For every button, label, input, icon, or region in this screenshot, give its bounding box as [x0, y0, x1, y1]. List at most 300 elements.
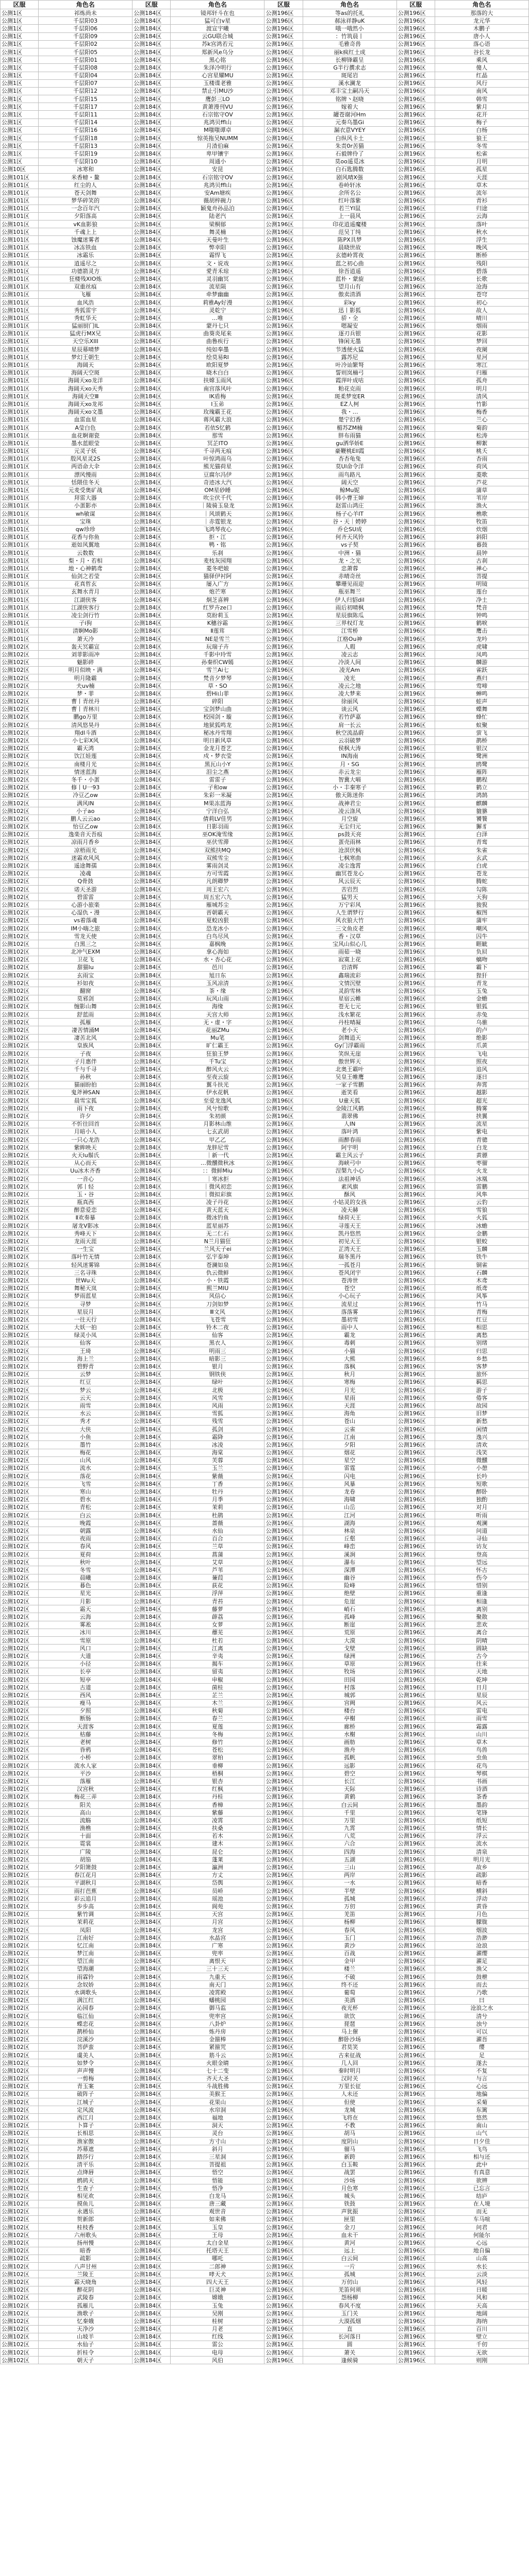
- role-name-cell: 曹丨青丝丹: [39, 698, 133, 705]
- server-cell: 公测196区: [264, 189, 303, 197]
- server-cell: 公测184区: [133, 173, 171, 181]
- server-cell: 公测184区: [133, 721, 171, 729]
- table-row: [1, 2153, 529, 2161]
- server-cell: 公测101区: [1, 486, 39, 494]
- role-name-cell: 兰陵王: [39, 2270, 133, 2278]
- role-name-cell: 从心而天: [39, 1159, 133, 1167]
- role-name-cell: 红尘的人: [39, 181, 133, 189]
- role-name-cell: 车马喧: [435, 2215, 528, 2223]
- server-cell: 公测184区: [133, 2145, 171, 2153]
- role-name-cell: 一只心龙浩: [39, 1136, 133, 1144]
- role-name-cell: 明镜: [435, 580, 528, 588]
- server-cell: 公测196区: [264, 118, 303, 126]
- role-name-cell: 卷岭轩冰: [303, 181, 396, 189]
- server-cell: 公测196区: [396, 1942, 435, 1950]
- role-name-cell: 寒梅: [303, 1378, 396, 1386]
- role-name-cell: 舞灵楠: [171, 228, 264, 236]
- server-cell: 公测184区: [133, 1903, 171, 1910]
- server-cell: 公测196区: [396, 2263, 435, 2270]
- role-name-cell: 菩提祖: [171, 2161, 264, 2168]
- role-name-cell: 星河: [435, 353, 528, 361]
- role-name-cell: 嘉枫晚: [171, 940, 264, 948]
- role-name-cell: 饕餮: [435, 815, 528, 823]
- server-cell: 公测196区: [396, 205, 435, 212]
- server-cell: 公测184区: [133, 2153, 171, 2161]
- role-name-cell: 逸兴: [435, 1433, 528, 1441]
- role-name-cell: 四海: [303, 1848, 396, 1856]
- server-cell: 公测184区: [133, 2067, 171, 2075]
- server-cell: 公测184区: [133, 588, 171, 596]
- server-cell: 公测196区: [264, 79, 303, 87]
- role-name-cell: 离合: [435, 1629, 528, 1636]
- role-name-cell: 不复: [435, 2067, 528, 2075]
- role-name-cell: 小桥: [39, 1754, 133, 1761]
- server-cell: 公测196区: [264, 1582, 303, 1589]
- role-name-cell: 日夕佳: [435, 2138, 528, 2145]
- server-cell: 公测102区: [1, 2208, 39, 2215]
- role-name-cell: 诗酒: [435, 1785, 528, 1793]
- server-cell: 公测184区: [133, 666, 171, 674]
- server-cell: 公测196区: [264, 439, 303, 447]
- role-name-cell: 流水人家: [39, 1762, 133, 1770]
- server-cell: 公测101区: [1, 400, 39, 408]
- role-name-cell: 炼丹房: [171, 2028, 264, 2036]
- role-name-cell: 秀峰天下: [39, 1230, 133, 1238]
- role-name-cell: 冷豆乙ow: [39, 791, 133, 799]
- table-row: [1, 2020, 529, 2028]
- role-name-cell: 梁桐郁: [171, 221, 264, 228]
- server-cell: 公测101区: [1, 337, 39, 345]
- role-name-cell: 花果山: [171, 2098, 264, 2106]
- role-name-cell: 绿叶: [171, 1378, 264, 1386]
- server-cell: 公测196区: [264, 2333, 303, 2341]
- role-name-cell: 晴川: [435, 314, 528, 322]
- role-name-cell: 螭吻: [435, 956, 528, 963]
- table-row: [1, 64, 529, 72]
- table-row: [1, 1770, 529, 1777]
- server-cell: 公测184区: [133, 1598, 171, 1605]
- table-row: [1, 1519, 529, 1527]
- server-cell: 公测196区: [396, 752, 435, 760]
- role-name-cell: 弊幸阳: [171, 244, 264, 251]
- role-name-cell: 竹马: [435, 1300, 528, 1308]
- role-name-cell: 骄・全: [303, 314, 396, 322]
- server-cell: 公测196区: [396, 1402, 435, 1410]
- role-name-cell: A莹白色: [39, 423, 133, 431]
- server-cell: 公测196区: [396, 1981, 435, 1989]
- role-name-cell: 腾蛇: [435, 877, 528, 885]
- role-name-cell: 鼓枻: [435, 1973, 528, 1981]
- role-name-cell: 红豆: [435, 1316, 528, 1324]
- server-cell: 公测196区: [396, 173, 435, 181]
- role-name-cell: 玉皇: [171, 2224, 264, 2231]
- server-cell: 公测102区: [1, 1089, 39, 1096]
- server-cell: 公测196区: [264, 1222, 303, 1230]
- server-cell: 公测102区: [1, 1245, 39, 1253]
- role-name-cell: Uu冰木齐香: [39, 1167, 133, 1175]
- role-name-cell: 瑶池: [171, 1895, 264, 1903]
- role-name-cell: 兆鸿贝ffl山: [171, 181, 264, 189]
- server-cell: 公测101区: [1, 314, 39, 322]
- server-cell: 公测196区: [396, 2043, 435, 2051]
- server-cell: 公测184区: [133, 1691, 171, 1699]
- role-name-cell: 碧野青: [39, 1363, 133, 1370]
- role-name-cell: 天宫大师: [171, 1011, 264, 1019]
- table-row: [1, 557, 529, 565]
- server-cell: 公测184区: [133, 1011, 171, 1019]
- role-name-cell: 逝笑看: [303, 1089, 396, 1096]
- role-name-cell: 足: [435, 2051, 528, 2059]
- server-cell: 公测102区: [1, 1042, 39, 1049]
- table-row: [1, 1684, 529, 1691]
- table-row: [1, 1198, 529, 1206]
- server-cell: 公测101区: [1, 518, 39, 526]
- role-name-cell: 玉楼谍老雅: [171, 79, 264, 87]
- role-name-cell: 渔父: [435, 1965, 528, 1973]
- server-cell: 公测102区: [1, 2004, 39, 2012]
- role-name-cell: 残雪: [171, 1417, 264, 1425]
- role-name-cell: 望远: [435, 1558, 528, 1566]
- role-name-cell: 奔霄: [435, 1081, 528, 1089]
- server-cell: 公测184区: [133, 2224, 171, 2231]
- role-name-cell: 莉雅Ay好漫: [171, 298, 264, 306]
- table-row: [1, 1879, 529, 1887]
- server-cell: 公测102区: [1, 666, 39, 674]
- role-name-cell: 净土: [435, 596, 528, 604]
- server-cell: 公测196区: [264, 1144, 303, 1151]
- role-name-cell: 一片: [303, 2263, 396, 2270]
- table-row: [1, 432, 529, 439]
- server-cell: 公测196区: [396, 423, 435, 431]
- server-cell: 公测196区: [396, 2184, 435, 2192]
- role-name-cell: 已忘言: [435, 2184, 528, 2192]
- server-cell: 公测196区: [396, 1989, 435, 1996]
- server-cell: 公测196区: [396, 1308, 435, 1316]
- role-name-cell: 水调歌头: [39, 1989, 133, 1996]
- server-cell: 公测196区: [264, 1331, 303, 1339]
- server-cell: 公测102区: [1, 1848, 39, 1856]
- role-name-cell: 夜雨: [39, 1535, 133, 1543]
- role-name-cell: 牧场: [303, 1668, 396, 1675]
- server-cell: 公测184区: [133, 1433, 171, 1441]
- role-name-cell: 霜天晓角: [39, 2278, 133, 2286]
- role-name-cell: 西风: [39, 1691, 133, 1699]
- server-cell: 公测196区: [264, 2270, 303, 2278]
- role-name-cell: 灵台: [171, 2129, 264, 2137]
- role-name-cell: 念奴娇: [39, 1981, 133, 1989]
- role-name-cell: 问君: [435, 2224, 528, 2231]
- role-name-cell: 火眼金睛: [171, 2059, 264, 2067]
- server-cell: 公测196区: [264, 2224, 303, 2231]
- server-cell: 公测196区: [264, 768, 303, 776]
- role-name-cell: 千层阳18: [39, 134, 133, 142]
- role-name-cell: Ⅲ文风: [171, 1308, 264, 1316]
- server-cell: 公测102区: [1, 1112, 39, 1120]
- role-name-cell: 千层阳13: [39, 142, 133, 150]
- role-name-cell: 文・说戏: [171, 260, 264, 267]
- role-name-cell: 琵琶: [303, 2020, 396, 2028]
- server-cell: 公测196区: [264, 1253, 303, 1261]
- role-name-cell: 墨韵: [435, 1801, 528, 1808]
- table-row: [1, 1019, 529, 1026]
- server-cell: 公测102区: [1, 1011, 39, 1019]
- server-cell: 公测196区: [396, 1394, 435, 1402]
- role-name-cell: 采菊: [435, 2098, 528, 2106]
- server-cell: 公测1区: [1, 87, 39, 95]
- role-name-cell: 对月: [435, 1503, 528, 1511]
- role-name-cell: 迅丨影狐: [303, 307, 396, 314]
- role-name-cell: 白龙: [435, 1144, 528, 1151]
- server-cell: 公测102区: [1, 2333, 39, 2341]
- role-name-cell: 清泉: [435, 1848, 528, 1856]
- role-name-cell: 红线: [171, 2333, 264, 2341]
- table-row: [1, 212, 529, 220]
- role-name-cell: 嫦娥: [171, 2294, 264, 2301]
- role-name-cell: 翼斗扶光: [171, 1081, 264, 1089]
- role-name-cell: 乔仑SU成: [303, 526, 396, 533]
- table-row: [1, 510, 529, 518]
- server-cell: 公测184区: [133, 549, 171, 556]
- role-name-cell: 孤舟: [435, 377, 528, 384]
- server-cell: 公测196区: [264, 2231, 303, 2239]
- role-name-cell: 狂楼残XIO炼: [39, 275, 133, 283]
- table-row: [1, 1049, 529, 1057]
- server-cell: 公测196区: [396, 1746, 435, 1754]
- server-cell: 公测196区: [396, 1574, 435, 1582]
- role-name-cell: 孤城: [303, 1895, 396, 1903]
- server-cell: 公测196区: [264, 1543, 303, 1550]
- role-name-cell: 汉时关: [303, 2075, 396, 2082]
- server-cell: 公测184区: [133, 1817, 171, 1824]
- server-cell: 公测102区: [1, 1863, 39, 1871]
- role-name-cell: 伤今: [435, 1574, 528, 1582]
- role-name-cell: 齐天大圣: [171, 2075, 264, 2082]
- role-name-cell: 晋朝霸天: [171, 909, 264, 917]
- server-cell: 公测196区: [264, 1089, 303, 1096]
- server-cell: 公测102区: [1, 2301, 39, 2309]
- role-name-cell: 幽冥苍龙心: [303, 870, 396, 877]
- role-name-cell: 水帘洞: [171, 2106, 264, 2114]
- server-cell: 公测184区: [133, 1629, 171, 1636]
- server-cell: 公测196区: [396, 1519, 435, 1527]
- server-cell: 公测102区: [1, 1589, 39, 1597]
- role-name-cell: 风口: [39, 1645, 133, 1652]
- role-name-cell: 地狱狐鸣龙: [171, 721, 264, 729]
- role-name-cell: 饮江娃莲: [39, 752, 133, 760]
- role-name-cell: 泪尘之燕: [171, 768, 264, 776]
- role-name-cell: 雨雪: [39, 1402, 133, 1410]
- server-cell: 公测196区: [396, 197, 435, 205]
- server-cell: 公测102区: [1, 1456, 39, 1464]
- role-name-cell: 芷湾天王: [303, 1245, 396, 1253]
- role-name-cell: 凌云志: [303, 651, 396, 658]
- server-cell: 公测102区: [1, 1081, 39, 1089]
- table-row: [1, 760, 529, 768]
- table-row: [1, 2145, 529, 2153]
- role-name-cell: 何齐天风铃: [303, 533, 396, 541]
- role-name-cell: 虫鱼: [435, 1754, 528, 1761]
- role-name-cell: 独酌: [435, 1496, 528, 1503]
- server-cell: 公测1区: [1, 118, 39, 126]
- table-row: [1, 1942, 529, 1950]
- server-cell: 公测184区: [133, 1707, 171, 1715]
- role-name-cell: 望海潮: [39, 1965, 133, 1973]
- server-cell: 公测102区: [1, 1238, 39, 1245]
- role-name-cell: ｜微风初恋: [171, 1183, 264, 1191]
- server-cell: 公测184区: [133, 1840, 171, 1848]
- server-cell: 公测196区: [396, 2247, 435, 2255]
- server-cell: 公测102区: [1, 1347, 39, 1355]
- server-cell: 公测196区: [264, 2145, 303, 2153]
- role-name-cell: 恬隈佳冬天: [39, 479, 133, 486]
- server-cell: 公测102区: [1, 807, 39, 815]
- server-cell: 公测102区: [1, 1370, 39, 1378]
- server-cell: 公测196区: [396, 1011, 435, 1019]
- server-cell: 公测196区: [264, 1120, 303, 1128]
- role-name-cell: 星辰: [435, 1691, 528, 1699]
- server-cell: 公测102区: [1, 682, 39, 690]
- table-row: [1, 1480, 529, 1488]
- role-name-cell: 百合: [171, 1535, 264, 1543]
- table-row: [1, 1887, 529, 1895]
- server-cell: 公测102区: [1, 760, 39, 768]
- role-name-cell: 宝剑梦山曲: [171, 705, 264, 713]
- server-cell: 公测196区: [264, 2059, 303, 2067]
- table-row: [1, 1746, 529, 1754]
- server-cell: 公测196区: [264, 619, 303, 627]
- role-name-cell: 长河落日: [303, 2333, 396, 2341]
- role-name-cell: 傲卖清酒: [303, 291, 396, 298]
- server-cell: 公测196区: [264, 267, 303, 275]
- role-name-cell: 落叶: [435, 221, 528, 228]
- role-name-cell: 星宿云帷: [303, 995, 396, 1003]
- role-name-cell: 邓丰宝土嗣冯天: [303, 87, 396, 95]
- server-cell: 公测101区: [1, 627, 39, 635]
- role-name-cell: 血未干: [303, 2231, 396, 2239]
- server-cell: 公测196区: [396, 2114, 435, 2122]
- role-name-cell: 荻花: [171, 1582, 264, 1589]
- role-name-cell: 凌尘逸霄: [303, 862, 396, 870]
- table-row: [1, 408, 529, 416]
- role-name-cell: 海阔天xo龙邦: [39, 400, 133, 408]
- server-cell: 公测196区: [396, 1097, 435, 1105]
- table-row: [1, 1574, 529, 1582]
- role-name-cell: 茉莉: [171, 1503, 264, 1511]
- role-name-cell: 风筝: [435, 1292, 528, 1300]
- role-name-cell: 小姑灵的女孩: [303, 1198, 396, 1206]
- server-cell: 公测101区: [1, 510, 39, 518]
- role-name-cell: 武陵春: [39, 2294, 133, 2301]
- server-cell: 公测102区: [1, 2082, 39, 2090]
- server-cell: 公测102区: [1, 1770, 39, 1777]
- role-name-cell: 绝影: [435, 1034, 528, 1042]
- server-cell: 公测102区: [1, 1910, 39, 1918]
- table-row: [1, 1370, 529, 1378]
- server-cell: 公测196区: [264, 2255, 303, 2262]
- server-cell: 公测196区: [264, 518, 303, 526]
- server-cell: 公测101区: [1, 565, 39, 572]
- role-name-cell: 雪原: [39, 1637, 133, 1645]
- role-name-cell: 村落: [303, 1684, 396, 1691]
- role-name-cell: 瓶真西: [39, 1198, 133, 1206]
- role-name-cell: 月色: [435, 1910, 528, 1918]
- server-cell: 公测196区: [396, 2301, 435, 2309]
- role-name-cell: 百战: [303, 1950, 396, 1957]
- role-name-cell: 豆腐尔冯伊: [171, 471, 264, 479]
- server-cell: 公测184区: [133, 275, 171, 283]
- role-name-cell: 朝天子: [39, 2357, 133, 2364]
- server-cell: 公测102区: [1, 2043, 39, 2051]
- server-cell: 公测102区: [1, 1253, 39, 1261]
- server-cell: 公测196区: [396, 1417, 435, 1425]
- role-name-cell: 飞将在: [303, 2114, 396, 2122]
- role-name-cell: 文情沉壁: [303, 979, 396, 987]
- role-name-cell: 海峡弓中: [303, 1159, 396, 1167]
- server-cell: 公测196区: [264, 651, 303, 658]
- role-name-cell: 梅香: [435, 408, 528, 416]
- server-cell: 公测184区: [133, 150, 171, 158]
- table-row: [1, 439, 529, 447]
- role-name-cell: 南山: [435, 2122, 528, 2129]
- role-name-cell: 水云: [39, 1410, 133, 1417]
- role-name-cell: 鹤立: [435, 784, 528, 791]
- role-name-cell: 幽谷: [303, 1574, 396, 1582]
- role-name-cell: ｜陵骑玉泉龙: [171, 502, 264, 510]
- server-cell: 公测196区: [396, 1503, 435, 1511]
- server-cell: 公测196区: [264, 1762, 303, 1770]
- role-name-cell: 凌霄殿: [171, 1989, 264, 1996]
- role-name-cell: 怨杨柳: [303, 2294, 396, 2301]
- server-cell: 公测196区: [396, 260, 435, 267]
- table-row: [1, 1503, 529, 1511]
- server-cell: 公测196区: [396, 1973, 435, 1981]
- server-cell: 公测184区: [133, 1832, 171, 1840]
- server-cell: 公测196区: [264, 1370, 303, 1378]
- table-row: [1, 2224, 529, 2231]
- server-cell: 公测184区: [133, 64, 171, 72]
- server-cell: 公测196区: [396, 1284, 435, 1292]
- role-name-cell: 北极: [171, 1386, 264, 1394]
- role-name-cell: 仇云微鲜: [171, 1269, 264, 1277]
- server-cell: 公测196区: [264, 2090, 303, 2098]
- role-name-cell: 风衣狼大竹: [303, 917, 396, 924]
- table-row: [1, 48, 529, 56]
- server-cell: 公测196区: [264, 1785, 303, 1793]
- role-name-cell: 兆鸿贝ffl山: [171, 118, 264, 126]
- role-name-cell: 雨雪: [435, 1715, 528, 1722]
- server-cell: 公测184区: [133, 1472, 171, 1480]
- role-name-cell: 白泽: [435, 831, 528, 838]
- role-name-cell: 谈云风: [303, 705, 396, 713]
- role-name-cell: 飞电: [435, 1049, 528, 1057]
- role-name-cell: 皇族风: [39, 1042, 133, 1049]
- role-name-cell: 菩提: [435, 572, 528, 580]
- server-cell: 公测102区: [1, 1558, 39, 1566]
- server-cell: 公测196区: [396, 385, 435, 393]
- table-row: [1, 260, 529, 267]
- server-cell: 公测102区: [1, 1049, 39, 1057]
- server-cell: 公测196区: [264, 385, 303, 393]
- role-name-cell: 缨: [435, 2043, 528, 2051]
- server-cell: 公测196区: [264, 698, 303, 705]
- server-cell: 公测102区: [1, 1316, 39, 1324]
- server-cell: 公测196区: [264, 2208, 303, 2215]
- server-cell: 公测196区: [264, 1574, 303, 1582]
- role-name-cell: 霞萍叶成咕: [303, 377, 396, 384]
- table-row: [1, 1120, 529, 1128]
- table-row: [1, 1097, 529, 1105]
- server-cell: 公测196区: [264, 744, 303, 752]
